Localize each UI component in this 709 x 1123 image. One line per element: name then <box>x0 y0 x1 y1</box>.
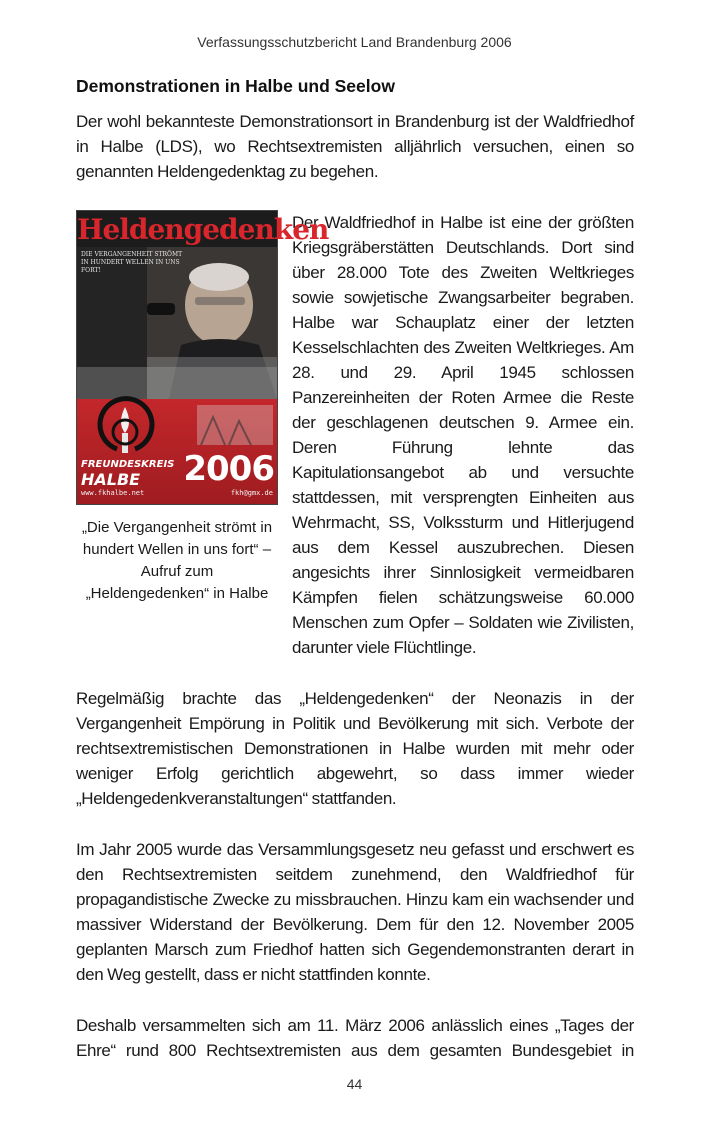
running-header: Verfassungsschutzbericht Land Brandenburg 2006 <box>197 34 512 50</box>
figure-row <box>76 210 634 660</box>
poster-email: fkh@gmx.de <box>230 489 273 497</box>
poster-year: 2006 <box>183 449 274 489</box>
poster-club-line2: HALBE <box>81 470 141 489</box>
page-content <box>76 76 634 1089</box>
body-paragraph: Regelmäßig brachte das „Heldengedenken“ der Neonazis in der Vergangenheit Empörung in Politik und Bevölkerung mit sich. Verbote der rechtsextremistischen Demonstrationen in Halbe wurden mit mehr oder weniger Erfolg gerichtlich abgewehrt, so dass immer wieder „Heldengedenkveranstaltungen“ stattfanden. <box>76 689 634 808</box>
poster-footer <box>81 489 273 497</box>
body-paragraph: Im Jahr 2005 wurde das Versammlungsgesetz neu gefasst und erschwert es den Rechtsextremisten seitdem zunehmend, den Waldfriedhof für propagandistische Zwecke zu missbrauchen. Hinzu kam ein wachsender und massiver Widerstand der Bevölkerung. Dem für den 12. November 2005 geplanten Marsch zum Friedhof hatten sich Gegendemonstranten derart in den Weg gestellt, dass er nicht stattfinden konnte. <box>76 840 634 984</box>
poster-club-line1: FREUNDESKREIS <box>81 459 175 470</box>
figure-caption: „Die Vergangenheit strömt in hundert Wellen in uns fort“ – Aufruf zum „Heldengedenken“ in Halbe <box>81 519 273 602</box>
poster-image <box>76 210 329 505</box>
section-heading: Demonstrationen in Halbe und Seelow <box>76 76 395 96</box>
poster-title: Heldengedenken <box>77 213 329 246</box>
poster-club-name <box>81 459 193 489</box>
body-paragraph-continued: Deshalb versammelten sich am 11. März 2006 anlässlich eines „Tages der Ehre“ rund 800 Rechtsextremisten aus dem gesamten Bundesgebiet in <box>76 1016 634 1060</box>
poster-figure <box>76 210 329 660</box>
intro-paragraph: Der wohl bekannteste Demonstrationsort in Brandenburg ist der Waldfriedhof in Halbe (LDS), wo Rechtsextremisten alljährlich versuchen, einen so genannten Heldengedenktag zu begehen. <box>76 112 634 181</box>
poster-subtitle: DIE VERGANGENHEIT STRÖMT IN HUNDERT WELLEN IN UNS FORT! <box>81 251 183 274</box>
poster-website: www.fkhalbe.net <box>81 489 145 497</box>
page-number: 44 <box>346 1076 363 1092</box>
figure-side-paragraph: Der Waldfriedhof in Halbe ist eine der größten Kriegsgräberstätten Deutschlands. Dort sind über 28.000 Tote des Zweiten Weltkrieges sowie sowjetische Zwangsarbeiter begraben. Halbe war Schauplatz einer der letzten Kesselschlachten des Zweiten Weltkrieges. Am 28. und 29. April 1945 schlossen Panzereinheiten der Roten Armee die Reste der geschlagenen deutschen 9. Armee ein. Deren Führung lehnte das Kapitulationsangebot ab und versuchte stattdessen, mit versprengten Einheiten aus Wehrmacht, SS, Volkssturm und Hitlerjugend aus dem Kessel auszubrechen. Diesen angesichts ihrer Sinnlosigkeit vermeidbaren Kämpfen fielen schätzungsweise 60.000 Menschen zum Opfer – Soldaten wie Zivilisten, darunter viele Flüchtlinge. <box>292 213 634 657</box>
